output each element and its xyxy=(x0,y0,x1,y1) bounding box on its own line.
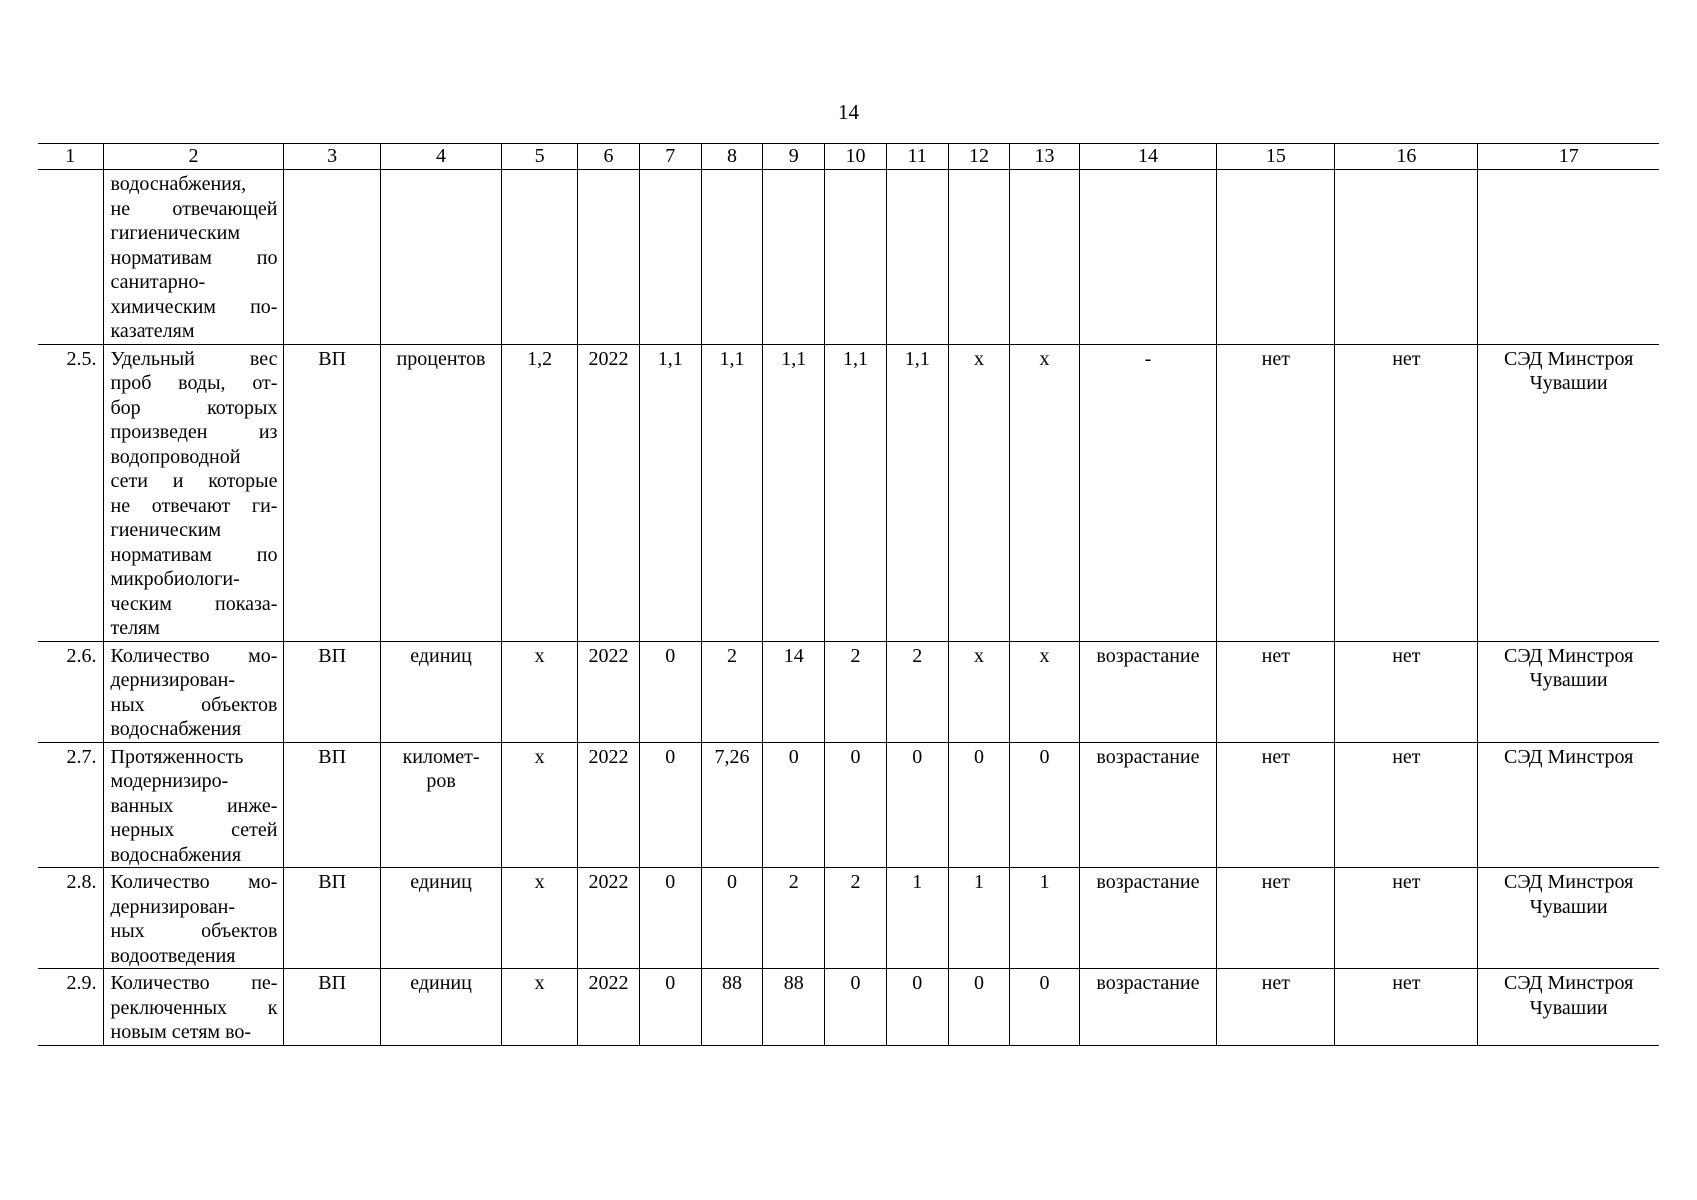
indicator-type-cell: ВП xyxy=(284,344,380,641)
indicator-name-line: водоснабжения xyxy=(110,718,242,740)
indicator-name-line: водоснабжения xyxy=(110,843,242,866)
indicator-name-line: не отвечающей xyxy=(110,197,278,220)
indicator-name-cell xyxy=(103,868,284,969)
column-number-cell: 17 xyxy=(1478,144,1659,170)
source-line: СЭД Минстроя xyxy=(1504,644,1634,667)
flag-cell: нет xyxy=(1335,641,1478,742)
value-cell: 88 xyxy=(701,969,763,1046)
base-year-cell: 2022 xyxy=(578,868,640,969)
trend-cell: возрастание xyxy=(1079,742,1217,868)
indicator-name-line: ных объектов xyxy=(110,920,278,942)
base-value-cell: 1,2 xyxy=(502,344,578,641)
value-cell: 0 xyxy=(825,742,887,868)
value-cell: 0 xyxy=(948,969,1010,1046)
indicator-name-line: реключенных к xyxy=(110,996,278,1019)
column-number-cell: 3 xyxy=(284,144,380,170)
table-row xyxy=(38,868,1659,969)
indicator-name-line: произведен из xyxy=(110,421,278,443)
value-cell xyxy=(1010,170,1079,345)
table-body xyxy=(38,144,1659,1046)
source-cell xyxy=(1478,969,1659,1046)
source-cell xyxy=(1478,170,1659,345)
value-cell: х xyxy=(1010,344,1079,641)
flag-cell: нет xyxy=(1217,344,1335,641)
indicator-name-line: ных объектов xyxy=(110,693,278,716)
source-line: Чувашии xyxy=(1529,372,1608,394)
indicator-name-cell xyxy=(103,742,284,868)
column-number-cell: 4 xyxy=(380,144,501,170)
value-cell: 1,1 xyxy=(886,344,948,641)
row-number-cell: 2.7. xyxy=(38,742,103,868)
column-number-cell: 2 xyxy=(103,144,284,170)
column-number-cell: 14 xyxy=(1079,144,1217,170)
value-cell: 0 xyxy=(1010,742,1079,868)
value-cell: 0 xyxy=(639,868,701,969)
indicator-type-cell: ВП xyxy=(284,969,380,1046)
value-cell: 2 xyxy=(763,868,825,969)
unit-cell: единиц xyxy=(380,868,501,969)
flag-cell: нет xyxy=(1217,868,1335,969)
flag-cell xyxy=(1335,170,1478,345)
value-cell xyxy=(948,170,1010,345)
value-cell: 1,1 xyxy=(825,344,887,641)
source-line: Чувашии xyxy=(1529,895,1608,918)
indicator-name-line: водоотведения xyxy=(110,944,236,967)
value-cell: 1 xyxy=(948,868,1010,969)
value-cell: 1 xyxy=(1010,868,1079,969)
indicator-type-cell: ВП xyxy=(284,641,380,742)
indicator-name-line: Количество мо- xyxy=(110,871,278,893)
trend-cell: - xyxy=(1079,344,1217,641)
source-cell xyxy=(1478,344,1659,641)
flag-cell: нет xyxy=(1335,868,1478,969)
column-number-cell: 8 xyxy=(701,144,763,170)
column-number-cell: 16 xyxy=(1335,144,1478,170)
indicator-name-cell xyxy=(103,170,284,345)
row-number-cell xyxy=(38,170,103,345)
indicator-name-line: Количество пе- xyxy=(110,972,278,994)
flag-cell: нет xyxy=(1335,742,1478,868)
indicator-name-line: новым сетям во- xyxy=(110,1021,252,1043)
base-value-cell: х xyxy=(502,969,578,1046)
table-row xyxy=(38,969,1659,1046)
table-row xyxy=(38,641,1659,742)
indicator-name-line: Количество мо- xyxy=(110,644,278,667)
indicator-name-cell xyxy=(103,969,284,1046)
indicator-name-line: микробиологи- xyxy=(110,568,240,590)
base-value-cell: х xyxy=(502,742,578,868)
base-value-cell: х xyxy=(502,641,578,742)
column-number-cell: 7 xyxy=(639,144,701,170)
indicator-name-line: бор которых xyxy=(110,396,278,419)
source-cell xyxy=(1478,641,1659,742)
indicator-name-line: нормативам по xyxy=(110,246,278,269)
column-number-cell: 13 xyxy=(1010,144,1079,170)
value-cell: 0 xyxy=(1010,969,1079,1046)
indicator-type-cell: ВП xyxy=(284,868,380,969)
column-number-cell: 9 xyxy=(763,144,825,170)
page-number: 14 xyxy=(838,100,859,124)
indicator-name-line: модернизиро- xyxy=(110,770,229,792)
column-number-cell: 5 xyxy=(502,144,578,170)
indicator-type-cell xyxy=(284,170,380,345)
table-row xyxy=(38,170,1659,345)
trend-cell: возрастание xyxy=(1079,641,1217,742)
value-cell: 7,26 xyxy=(701,742,763,868)
source-cell xyxy=(1478,868,1659,969)
source-line: СЭД Минстроя xyxy=(1504,745,1634,768)
indicator-name-cell xyxy=(103,344,284,641)
table-row xyxy=(38,344,1659,641)
value-cell: 2 xyxy=(825,868,887,969)
flag-cell: нет xyxy=(1335,969,1478,1046)
flag-cell xyxy=(1217,170,1335,345)
base-year-cell: 2022 xyxy=(578,344,640,641)
source-line: СЭД Минстроя xyxy=(1504,347,1634,370)
row-number-cell: 2.8. xyxy=(38,868,103,969)
indicator-name-line: химическим по- xyxy=(110,295,278,318)
indicator-name-line: водоснабжения, xyxy=(110,173,247,195)
indicator-name-line: проб воды, от- xyxy=(110,372,278,394)
value-cell: х xyxy=(948,641,1010,742)
value-cell xyxy=(825,170,887,345)
indicator-name-line: ванных инже- xyxy=(110,794,278,817)
unit-cell: единиц xyxy=(380,641,501,742)
indicators-table xyxy=(38,143,1659,1046)
base-value-cell: х xyxy=(502,868,578,969)
unit-cell: процентов xyxy=(380,344,501,641)
indicator-name-line: казателям xyxy=(110,320,195,342)
value-cell: 2 xyxy=(886,641,948,742)
source-line: СЭД Минстроя xyxy=(1504,871,1634,893)
value-cell: 0 xyxy=(701,868,763,969)
value-cell: х xyxy=(1010,641,1079,742)
indicator-name-line: нормативам по xyxy=(110,543,278,566)
indicator-name-line: дернизирован- xyxy=(110,895,235,918)
value-cell: 2 xyxy=(825,641,887,742)
base-year-cell xyxy=(578,170,640,345)
indicator-name-line: водопроводной xyxy=(110,445,241,468)
column-number-cell: 15 xyxy=(1217,144,1335,170)
indicator-name-line: ческим показа- xyxy=(110,592,278,615)
value-cell: х xyxy=(948,344,1010,641)
column-number-row xyxy=(38,144,1659,170)
value-cell: 1 xyxy=(886,868,948,969)
indicator-name-line: гигиеническим xyxy=(110,222,240,244)
trend-cell: возрастание xyxy=(1079,868,1217,969)
column-number-cell: 12 xyxy=(948,144,1010,170)
unit-cell xyxy=(380,170,501,345)
column-number-cell: 10 xyxy=(825,144,887,170)
value-cell: 1,1 xyxy=(701,344,763,641)
value-cell xyxy=(639,170,701,345)
source-line: Чувашии xyxy=(1529,996,1608,1019)
value-cell: 0 xyxy=(886,742,948,868)
value-cell: 0 xyxy=(948,742,1010,868)
indicator-name-line: телям xyxy=(110,617,160,639)
indicator-name-line: гиеническим xyxy=(110,519,222,541)
indicator-name-line: не отвечают ги- xyxy=(110,494,278,517)
value-cell: 0 xyxy=(886,969,948,1046)
source-cell xyxy=(1478,742,1659,868)
indicator-name-cell xyxy=(103,641,284,742)
value-cell xyxy=(886,170,948,345)
value-cell: 2 xyxy=(701,641,763,742)
source-line: СЭД Минстроя xyxy=(1504,972,1634,994)
value-cell: 0 xyxy=(639,742,701,868)
indicator-name-line: Удельный вес xyxy=(110,347,278,370)
value-cell: 0 xyxy=(639,969,701,1046)
trend-cell xyxy=(1079,170,1217,345)
base-year-cell: 2022 xyxy=(578,641,640,742)
indicator-type-cell: ВП xyxy=(284,742,380,868)
value-cell: 0 xyxy=(763,742,825,868)
trend-cell: возрастание xyxy=(1079,969,1217,1046)
source-line: Чувашии xyxy=(1529,669,1608,691)
column-number-cell: 1 xyxy=(38,144,103,170)
base-value-cell xyxy=(502,170,578,345)
row-number-cell: 2.9. xyxy=(38,969,103,1046)
value-cell: 14 xyxy=(763,641,825,742)
flag-cell: нет xyxy=(1217,969,1335,1046)
value-cell: 1,1 xyxy=(763,344,825,641)
row-number-cell: 2.6. xyxy=(38,641,103,742)
value-cell xyxy=(763,170,825,345)
unit-cell: километ- ров xyxy=(380,742,501,868)
indicator-name-line: нерных сетей xyxy=(110,819,278,841)
indicator-name-line: сети и которые xyxy=(110,470,278,492)
flag-cell: нет xyxy=(1335,344,1478,641)
unit-cell: единиц xyxy=(380,969,501,1046)
value-cell xyxy=(701,170,763,345)
value-cell: 1,1 xyxy=(639,344,701,641)
base-year-cell: 2022 xyxy=(578,742,640,868)
indicator-name-line: Протяженность xyxy=(110,745,244,768)
value-cell: 0 xyxy=(639,641,701,742)
value-cell: 0 xyxy=(825,969,887,1046)
row-number-cell: 2.5. xyxy=(38,344,103,641)
column-number-cell: 11 xyxy=(886,144,948,170)
flag-cell: нет xyxy=(1217,641,1335,742)
indicator-name-line: дернизирован- xyxy=(110,669,235,691)
flag-cell: нет xyxy=(1217,742,1335,868)
column-number-cell: 6 xyxy=(578,144,640,170)
value-cell: 88 xyxy=(763,969,825,1046)
indicator-name-line: санитарно- xyxy=(110,271,206,293)
base-year-cell: 2022 xyxy=(578,969,640,1046)
table-row xyxy=(38,742,1659,868)
